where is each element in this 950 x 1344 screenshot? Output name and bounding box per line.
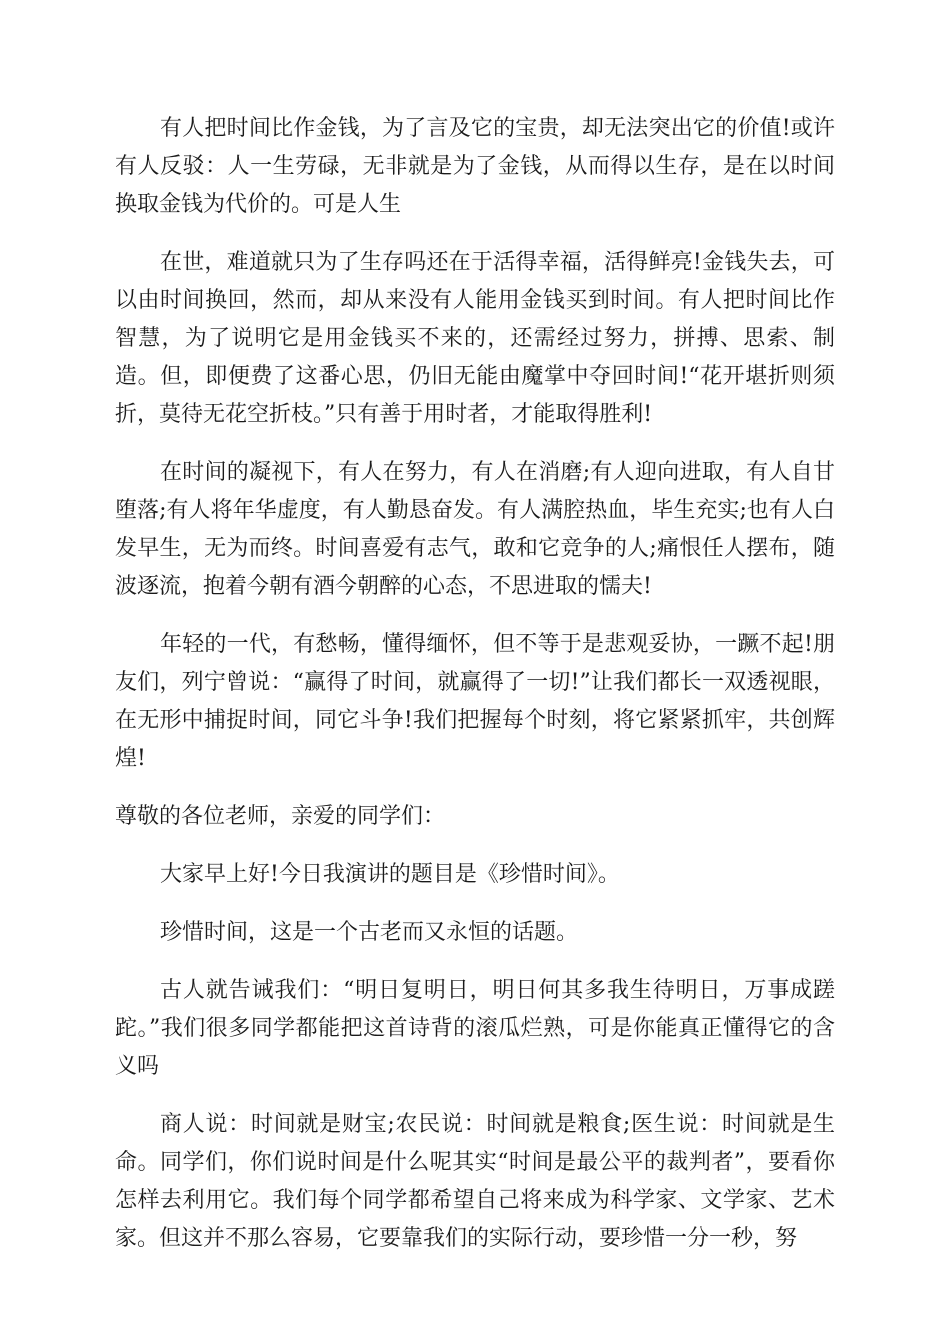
paragraph-time-as-money: 有人把时间比作金钱，为了言及它的宝贵，却无法突出它的价值!或许有人反驳：人一生劳碌，无非就是为了金钱，从而得以生存，是在以时间换取金钱为代价的。可是人生 — [115, 116, 835, 217]
paragraph-young-generation: 年轻的一代，有愁畅，懂得缅怀，但不等于是悲观妥协，一蹶不起!朋友们，列宁曾说：“赢得了时间，就赢得了一切!”让我们都长一双透视眼，在无形中捕捉时间，同它斗争!我们把握每个时刻，将它紧紧抓牢，共创辉煌! — [115, 632, 835, 771]
paragraph-time-as-wisdom: 在世，难道就只为了生存吗还在于活得幸福，活得鲜亮!金钱失去，可以由时间换回，然而，却从来没有人能用金钱买到时间。有人把时间比作智慧，为了说明它是用金钱买不来的，还需经过努力，拼搏、思索、制造。但，即便费了这番心思，仍旧无能由魔掌中夺回时间!“花开堪折则须折，莫待无花空折枝。”只有善于用时者，才能取得胜利! — [115, 250, 835, 427]
paragraph-ancient-poem: 古人就告诫我们：“明日复明日，明日何其多我生待明日，万事成蹉跎。”我们很多同学都能把这首诗背的滚瓜烂熟，可是你能真正懂得它的含义吗 — [115, 978, 835, 1079]
paragraph-gaze-of-time: 在时间的凝视下，有人在努力，有人在消磨;有人迎向进取，有人自甘堕落;有人将年华虚度，有人勤恳奋发。有人满腔热血，毕生充实;也有人白发早生，无为而终。时间喜爱有志气，敢和它竞争的人;痛恨任人摆布，随波逐流，抱着今朝有酒今朝醉的心态，不思进取的懦夫! — [115, 460, 835, 599]
document-body — [115, 110, 835, 1278]
paragraph-greeting: 大家早上好!今日我演讲的题目是《珍惜时间》。 — [160, 862, 620, 887]
paragraph-salutation: 尊敬的各位老师，亲爱的同学们： — [115, 804, 446, 829]
paragraph-what-is-time: 商人说：时间就是财宝;农民说：时间就是粮食;医生说：时间就是生命。同学们，你们说时间是什么呢其实“时间是最公平的裁判者”，要看你怎样去利用它。我们每个同学都希望自己将来成为科学家、文学家、艺术家。但这并不那么容易，它要靠我们的实际行动，要珍惜一分一秒，努 — [115, 1112, 835, 1251]
paragraph-topic: 珍惜时间，这是一个古老而又永恒的话题。 — [160, 920, 579, 945]
